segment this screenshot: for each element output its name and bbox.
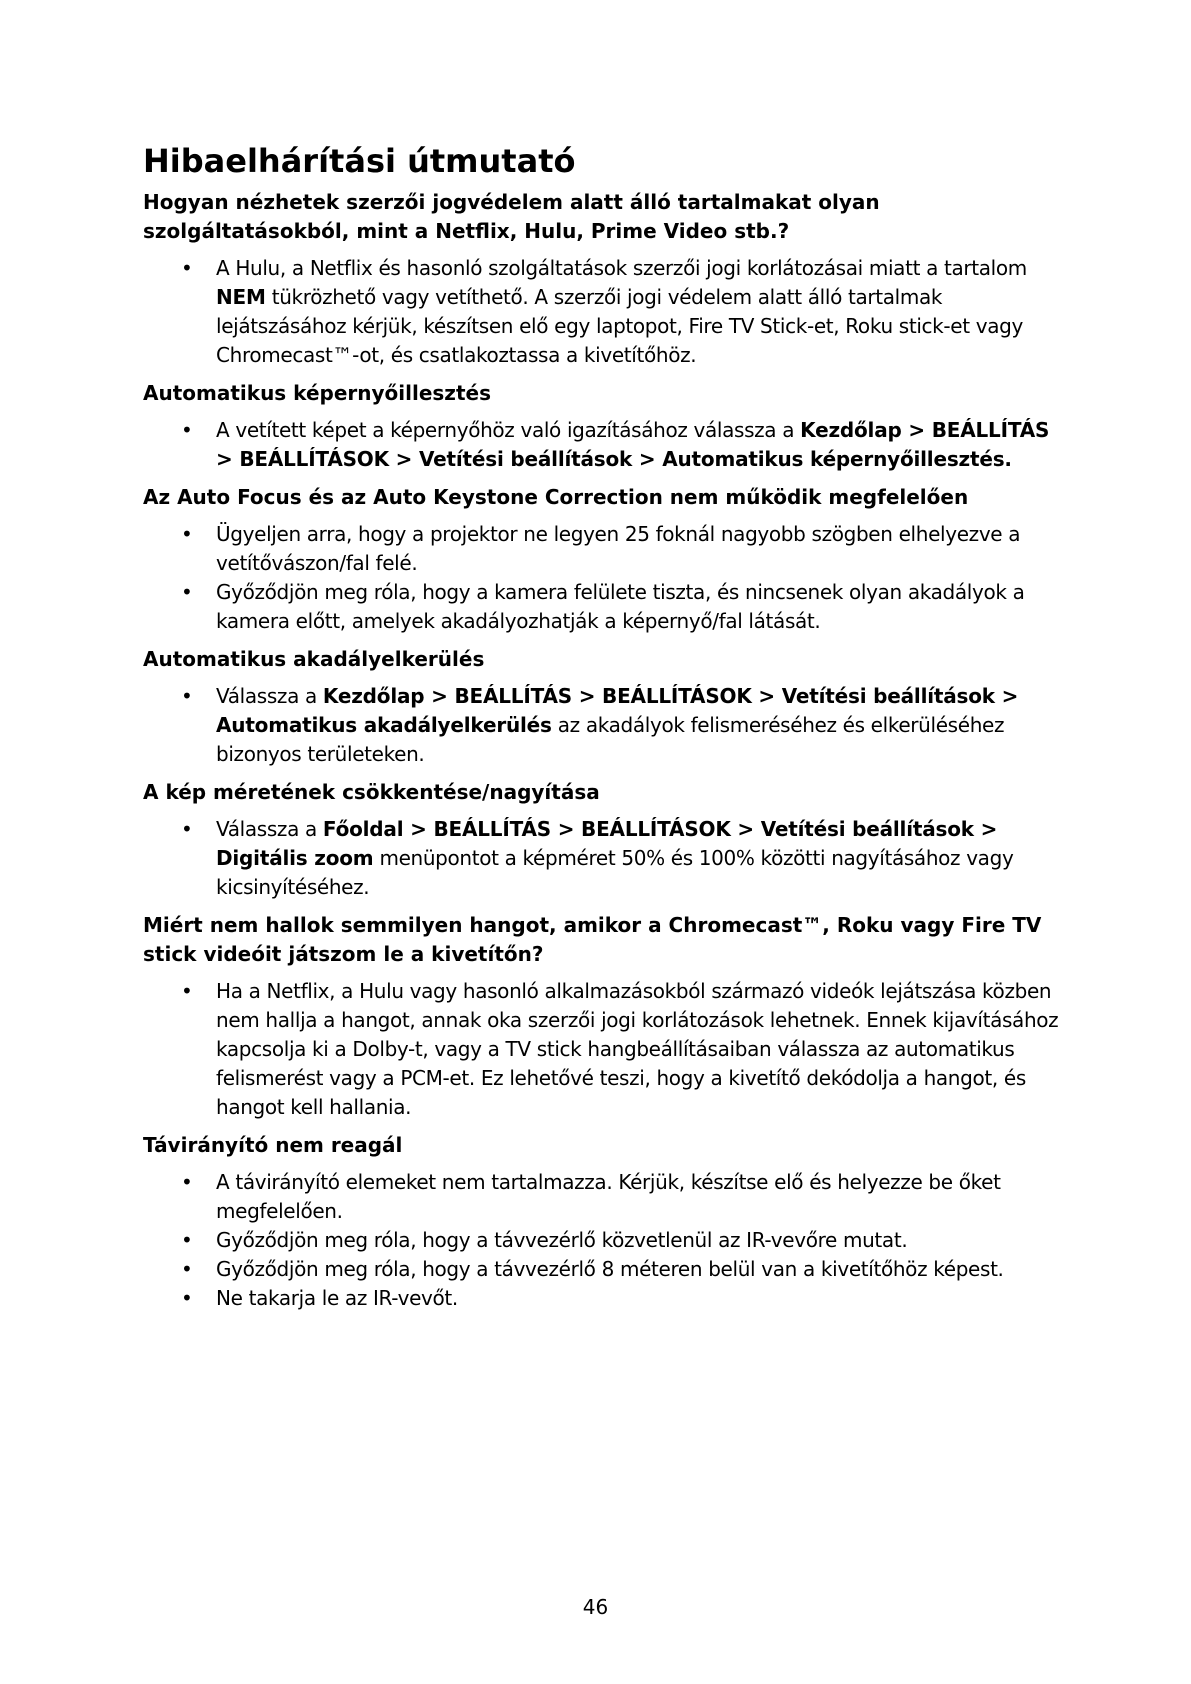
bullet-icon: • [181,522,193,546]
list-item [143,1284,1063,1313]
section [143,379,1063,474]
list-item [143,682,1063,769]
bullet-list [143,977,1063,1122]
list-item [143,815,1063,902]
section [143,188,1063,370]
bullet-list [143,254,1063,370]
list-item [143,977,1063,1122]
section-heading: Az Auto Focus és az Auto Keystone Correction nem működik megfelelően [143,485,969,509]
bullet-icon: • [181,1228,193,1252]
document-body [143,142,1063,1322]
text-run: menüpontot a képméret 50% és 100% közötti nagyításához vagy kicsinyítéséhez. [216,846,1014,899]
bold-text: NEM [216,285,266,309]
list-item [143,254,1063,370]
text-run: Ha a Netflix, a Hulu vagy hasonló alkalmazásokból származó videók lejátszása közben nem hallja a hangot, annak oka szerzői jogi korlátozások lehetnek. Ennek kijavításához kapcsolja ki a Dolby-t, vagy a TV stick hangbeállításaiban válassza az automatikus felismerést vagy a PCM-et. Ez lehetővé teszi, hogy a kivetítő dekódolja a hangot, és hangot kell hallania. [216,979,1059,1119]
text-run: Győződjön meg róla, hogy a távvezérlő közvetlenül az IR-vevőre mutat. [216,1228,908,1252]
text-run: A Hulu, a Netflix és hasonló szolgáltatások szerzői jogi korlátozásai miatt a tartalom [216,256,1027,280]
text-run: Ügyeljen arra, hogy a projektor ne legyen 25 foknál nagyobb szögben elhelyezve a vetítővászon/fal felé. [216,522,1021,575]
list-item [143,520,1063,578]
text-run: tükrözhető vagy vetíthető. A szerzői jogi védelem alatt álló tartalmak lejátszásához kérjük, készítsen elő egy laptopot, Fire TV Stick-et, Roku stick-et vagy Chromecast™-ot, és csatlakoztassa a kivetítőhöz. [216,285,1023,367]
text-run: Válassza a [216,817,323,841]
section [143,645,1063,769]
bullet-icon: • [181,979,193,1003]
section [143,483,1063,636]
text-run: Győződjön meg róla, hogy a távvezérlő 8 méteren belül van a kivetítőhöz képest. [216,1257,1004,1281]
bullet-icon: • [181,580,193,604]
bullet-list [143,416,1063,474]
bold-text: Főoldal > BEÁLLÍTÁS > BEÁLLÍTÁSOK > Vetítési beállítások > Digitális zoom [216,817,998,870]
text-run: Válassza a [216,684,323,708]
section [143,911,1063,1122]
section-heading: Automatikus képernyőillesztés [143,381,491,405]
bullet-icon: • [181,1286,193,1310]
section-heading: Miért nem hallok semmilyen hangot, amikor a Chromecast™, Roku vagy Fire TV stick videóit játszom le a kivetítőn? [143,913,1042,966]
bullet-icon: • [181,817,193,841]
bullet-icon: • [181,418,193,442]
text-run: A távirányító elemeket nem tartalmazza. Kérjük, készítse elő és helyezze be őket megfelelően. [216,1170,1001,1223]
page-title: Hibaelhárítási útmutató [143,142,576,180]
bold-text: Kezdőlap > BEÁLLÍTÁS > BEÁLLÍTÁSOK > Vetítési beállítások > Automatikus képernyőillesztés. [216,418,1050,471]
bullet-list [143,815,1063,902]
bullet-list [143,1168,1063,1313]
section-heading: A kép méretének csökkentése/nagyítása [143,780,600,804]
bullet-list [143,520,1063,636]
bold-text: Kezdőlap > BEÁLLÍTÁS > BEÁLLÍTÁSOK > Vetítési beállítások > Automatikus akadályelkerülés [216,684,1019,737]
list-item [143,1226,1063,1255]
bullet-icon: • [181,256,193,280]
section [143,1131,1063,1313]
page-number: 46 [582,1595,609,1619]
text-run: Ne takarja le az IR-vevőt. [216,1286,458,1310]
list-item [143,1168,1063,1226]
section [143,778,1063,902]
bullet-icon: • [181,684,193,708]
bullet-icon: • [181,1170,193,1194]
list-item [143,578,1063,636]
list-item [143,416,1063,474]
list-item [143,1255,1063,1284]
bullet-list [143,682,1063,769]
text-run: az akadályok felismeréséhez és elkerüléséhez bizonyos területeken. [216,713,1005,766]
bullet-icon: • [181,1257,193,1281]
section-heading: Távirányító nem reagál [143,1133,403,1157]
text-run: Győződjön meg róla, hogy a kamera felülete tiszta, és nincsenek olyan akadályok a kamera előtt, amelyek akadályozhatják a képernyő/fal látását. [216,580,1025,633]
section-heading: Automatikus akadályelkerülés [143,647,485,671]
section-heading: Hogyan nézhetek szerzői jogvédelem alatt álló tartalmakat olyan szolgáltatásokból, mint a Netflix, Hulu, Prime Video stb.? [143,190,880,243]
text-run: A vetített képet a képernyőhöz való igazításához válassza a [216,418,801,442]
sections-container [143,188,1063,1313]
